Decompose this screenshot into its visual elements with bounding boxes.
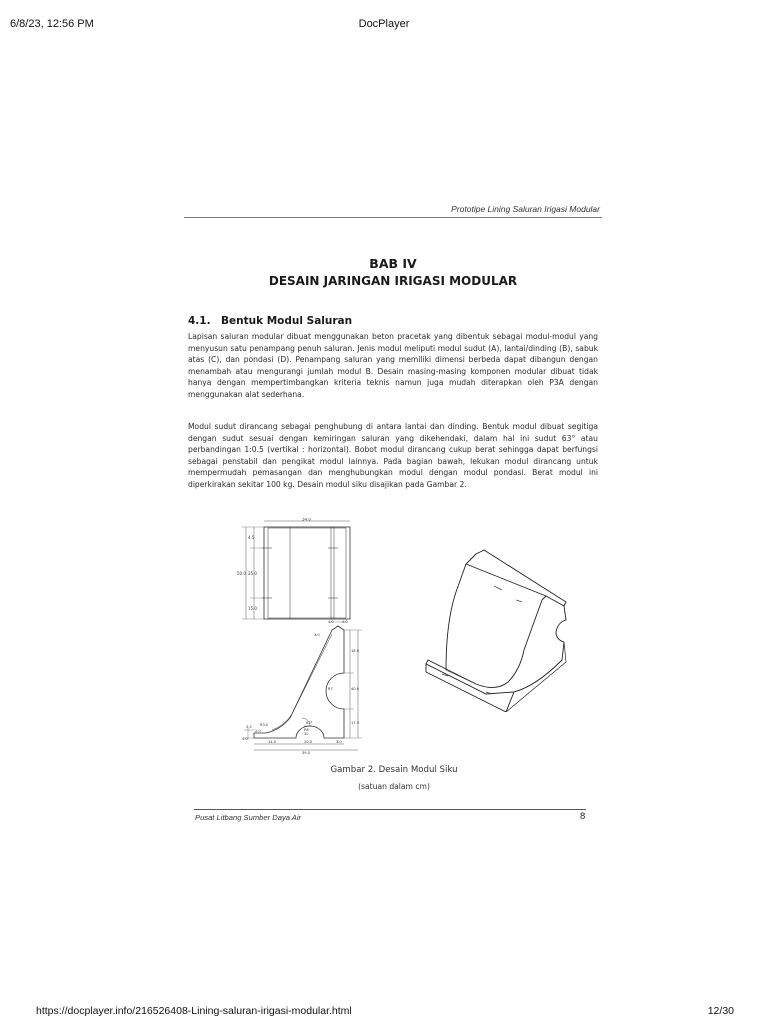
dim-left: 3.5 [246, 725, 252, 729]
footer-rule [194, 809, 586, 810]
dim-total-bottom: 39.0 [302, 751, 311, 755]
dim-top-offset: 4.0 [342, 620, 348, 624]
paragraph: Lapisan saluran modular dibuat menggunakan beton pracetak yang dibentuk sebagai modul-modul yang menyusun satu penampang penuh saluran. Jenis modul meliputi modul sudut (A), lantai/dinding (B), sabuk atas (C), dan pondasi (D). Penampang saluran yang memiliki dimensi berbeda dapat dibangun dengan menambah atau mengurangi jumlah modul B. Desain masing-masing komponen modular dibuat tidak hanya dengan mempertimbangkan kriteria teknis namun juga mudah diterapkan oleh P3A dengan menggunakan alat sederhana. [188, 332, 598, 399]
document-page-number: 8 [580, 811, 586, 822]
dim-seg-3: 15.0 [248, 606, 257, 611]
section-heading [188, 315, 352, 327]
dim-seg-1: 4.5 [248, 535, 255, 540]
dim-right: 40.0 [351, 687, 360, 691]
dim-bottom: 3.0 [336, 740, 342, 744]
dim-right: 17.5 [351, 721, 360, 725]
paragraph: Modul sudut dirancang sebagai penghubung di antara lantai dan dinding. Bentuk modul dibuat segitiga dengan sudut sesuai dengan kemiringan saluran yang dikehendaki, dalam hal ini sudut 63° atau perbandingan 1:0.5 (vertikal : horizontal). Bobot modul dirancang cukup berat sehingga dapat berfungsi sebagai penstabil dan pengikat modul lainnya. Pada bagian bawah, lekukan modul dirancang untuk mempermudah pemasangan dan menghubungkan modul dengan modul pondasi. Berat modul ini diperkirakan sekitar 100 kg. Desain modul siku disajikan pada Gambar 2. [188, 422, 598, 489]
document-page [184, 196, 602, 836]
dim-bottom: 14.5 [268, 740, 277, 744]
print-footer [0, 994, 768, 1024]
print-datetime: 6/8/23, 12:56 PM [10, 18, 94, 30]
section-title: Bentuk Modul Saluran [221, 315, 353, 327]
figure-subcaption: (satuan dalam cm) [358, 782, 430, 791]
header-rule [184, 217, 602, 218]
print-site-title: DocPlayer [358, 18, 410, 30]
dim-left: R3.0 [260, 723, 269, 727]
dim-inner: R8 [304, 728, 309, 732]
isometric-view-drawing [416, 542, 586, 712]
section-number: 4.1. [188, 315, 211, 327]
dim-right: 18.0 [351, 649, 360, 653]
figure-modul-siku [224, 518, 594, 768]
dim-radius: R7 [328, 687, 333, 691]
document-footer-source: Pusat Litbang Sumber Daya Air [195, 813, 302, 822]
print-page-counter: 12/30 [707, 1005, 734, 1017]
print-url: https://docplayer.info/216526408-Lining-saluran-irigasi-modular.html [36, 1005, 352, 1017]
dim-bottom: 20.0 [304, 740, 313, 744]
dim-left: 2.0 [255, 729, 261, 733]
dim-left: 4.0 [242, 737, 248, 741]
side-view-drawing [232, 618, 382, 758]
dim-top-offset: 4.0 [328, 620, 334, 624]
dim-slant: 3.0 [314, 633, 320, 637]
dim-top-width: 34.0 [302, 518, 311, 522]
dim-angle: 63° [306, 721, 313, 725]
print-header [0, 0, 768, 40]
dim-total-height: 50.0 [237, 571, 246, 576]
dim-seg-2: 25.0 [248, 571, 257, 576]
figure-caption: Gambar 2. Desain Modul Siku [330, 765, 458, 775]
chapter-number: BAB IV [369, 256, 417, 271]
running-header: Prototipe Lining Saluran Irigasi Modular [451, 204, 600, 214]
dim-inner: 10 [304, 732, 309, 736]
chapter-title: DESAIN JARINGAN IRIGASI MODULAR [268, 274, 518, 288]
